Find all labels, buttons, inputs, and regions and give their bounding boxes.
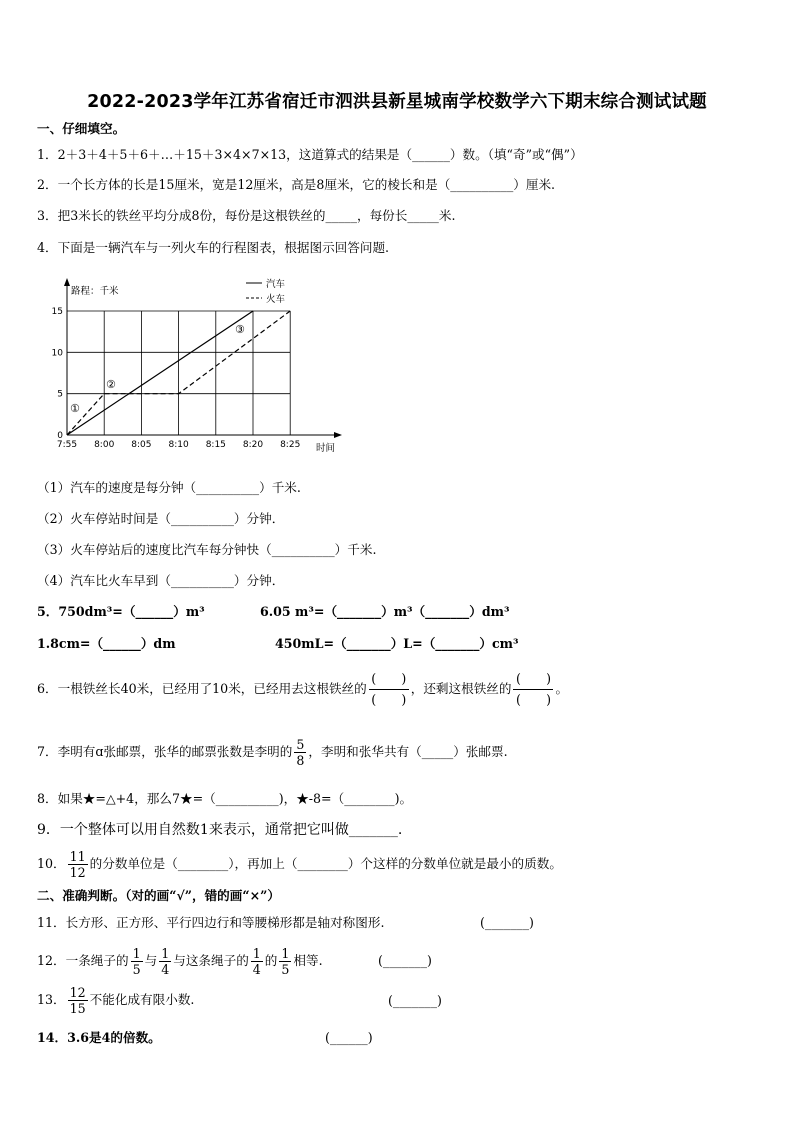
- question-13-answer: (_______): [388, 993, 442, 1008]
- question-6: 6．一根铁丝长40米，已经用了10米，已经用去这根铁丝的 $\frac{( )}{( )}$ ，还剩这根铁丝的 $\frac{( )}{( )}$ 。: [37, 669, 568, 710]
- fraction-12-15: $\frac{12}{15}$: [69, 985, 86, 1016]
- question-12-answer: (_______): [378, 953, 432, 968]
- question-3: 3．把3米长的铁丝平均分成8份，每份是这根铁丝的_____，每份长_____米.: [37, 208, 456, 223]
- y-axis-label: 路程：千米: [71, 286, 119, 297]
- chart-grid: [67, 311, 290, 435]
- question-1: 1．2＋3＋4＋5＋6＋…＋15＋3×4×7×13，这道算式的结果是（______）数。（填“奇”或“偶”）: [37, 147, 583, 162]
- fraction-1-5-b: $\frac{1}{5}$: [281, 946, 290, 977]
- x-tick-label: 8:20: [242, 440, 264, 450]
- question-7: [37, 735, 508, 769]
- question-4-4: （4）汽车比火车早到（__________）分钟．: [37, 573, 285, 588]
- page-title: 2022-2023学年江苏省宿迁市泗洪县新星城南学校数学六下期末综合测试试题: [87, 92, 707, 112]
- y-tick-label: 15: [51, 307, 63, 317]
- x-tick-label: 8:05: [131, 440, 152, 450]
- marker-2: ②: [106, 378, 116, 391]
- chart-ticks: [52, 307, 301, 450]
- question-6-text: 6．一根铁丝长40米，已经用了10米，已经用去这根铁丝的: [37, 681, 367, 696]
- y-tick-label: 5: [57, 389, 63, 400]
- question-9: 9．一个整体可以用自然数1来表示，通常把它叫做_______.: [37, 822, 403, 838]
- x-tick-label: 8:15: [205, 440, 226, 450]
- x-axis-arrow: [334, 432, 342, 438]
- series-car-line: [67, 311, 253, 435]
- legend-car: 汽车: [266, 279, 286, 290]
- legend-train: 火车: [266, 294, 286, 305]
- marker-1: ①: [70, 402, 80, 415]
- question-5d: 450mL=（_______）L=（_______）cm³: [275, 636, 519, 651]
- question-5b: 6.05 m³=（_______）m³（_______）dm³: [260, 604, 510, 619]
- question-4-3: （3）火车停站后的速度比汽车每分钟快（__________）千米.: [37, 542, 377, 557]
- x-axis-label: 时间: [316, 443, 336, 454]
- x-tick-label: 8:25: [280, 440, 301, 450]
- travel-chart: [40, 272, 350, 462]
- y-tick-label: 10: [51, 348, 63, 359]
- section-2-heading: 二、准确判断。（对的画“√”，错的画“×”）: [37, 888, 281, 903]
- question-7-text: 7．李明有ɑ张邮票，张华的邮票张数是李明的: [37, 744, 293, 759]
- question-6-text-2: ，还剩这根铁丝的: [410, 681, 512, 696]
- x-tick-label: 8:10: [168, 440, 189, 450]
- fraction-5-8: $\frac{5}{8}$: [296, 737, 305, 768]
- fraction-blank-used: $\frac{( )}{( )}$: [369, 669, 409, 710]
- question-11: 11．长方形、正方形、平行四边行和等腰梯形都是轴对称图形.: [37, 915, 385, 930]
- x-tick-label: 7:55: [56, 440, 78, 450]
- y-tick-label: 0: [57, 431, 63, 441]
- question-4-2: （2）火车停站时间是（__________）分钟．: [37, 511, 285, 526]
- fraction-1-4: $\frac{1}{4}$: [161, 946, 170, 977]
- x-tick-label: 8:00: [94, 440, 115, 450]
- fraction-1-4-b: $\frac{1}{4}$: [252, 946, 261, 977]
- question-2: 2．一个长方体的长是15厘米，宽是12厘米，高是8厘米，它的棱长和是（__________）厘米.: [37, 177, 556, 192]
- question-5a: 5．750dm³=（______）m³: [37, 604, 205, 619]
- fraction-11-12: $\frac{11}{12}$: [69, 849, 86, 880]
- question-7-text-2: ，李明和张华共有（_____）张邮票.: [308, 744, 508, 759]
- fraction-blank-remaining: $\frac{( )}{( )}$: [513, 669, 553, 710]
- marker-3: ③: [235, 323, 245, 336]
- question-10-text: 的分数单位是（________），再加上（________）个这样的分数单位就是最小的质数。: [89, 856, 562, 871]
- question-14: 14．3.6是4的倍数。: [37, 1030, 161, 1045]
- question-13: 13． $\frac{12}{15}$ 不能化成有限小数.: [37, 985, 195, 1016]
- question-14-answer: (______): [325, 1030, 373, 1045]
- question-11-answer: (_______): [480, 915, 534, 930]
- question-5c: 1.8cm=（______）dm: [37, 636, 176, 651]
- chart-axes: [64, 278, 342, 438]
- fraction-1-5: $\frac{1}{5}$: [132, 946, 141, 977]
- question-4: 4．下面是一辆汽车与一列火车的行程图表，根据图示回答问题.: [37, 240, 390, 255]
- question-8: 8．如果★=△+4，那么7★=（__________)，★-8=（________)。: [37, 791, 413, 806]
- y-axis-arrow: [64, 278, 70, 286]
- section-1-heading: 一、仔细填空。: [37, 121, 126, 136]
- question-12: 12．一条绳子的 $\frac{1}{5}$ 与 $\frac{1}{4}$ 与这条绳子的 $\frac{1}{4}$ 的 $\frac{1}{5}$ 相等.: [37, 946, 323, 977]
- question-4-1: （1）汽车的速度是每分钟（__________）千米.: [37, 480, 301, 495]
- question-10: 10． $\frac{11}{12}$ 的分数单位是（________），再加上（________）个这样的分数单位就是最小的质数。: [37, 849, 562, 880]
